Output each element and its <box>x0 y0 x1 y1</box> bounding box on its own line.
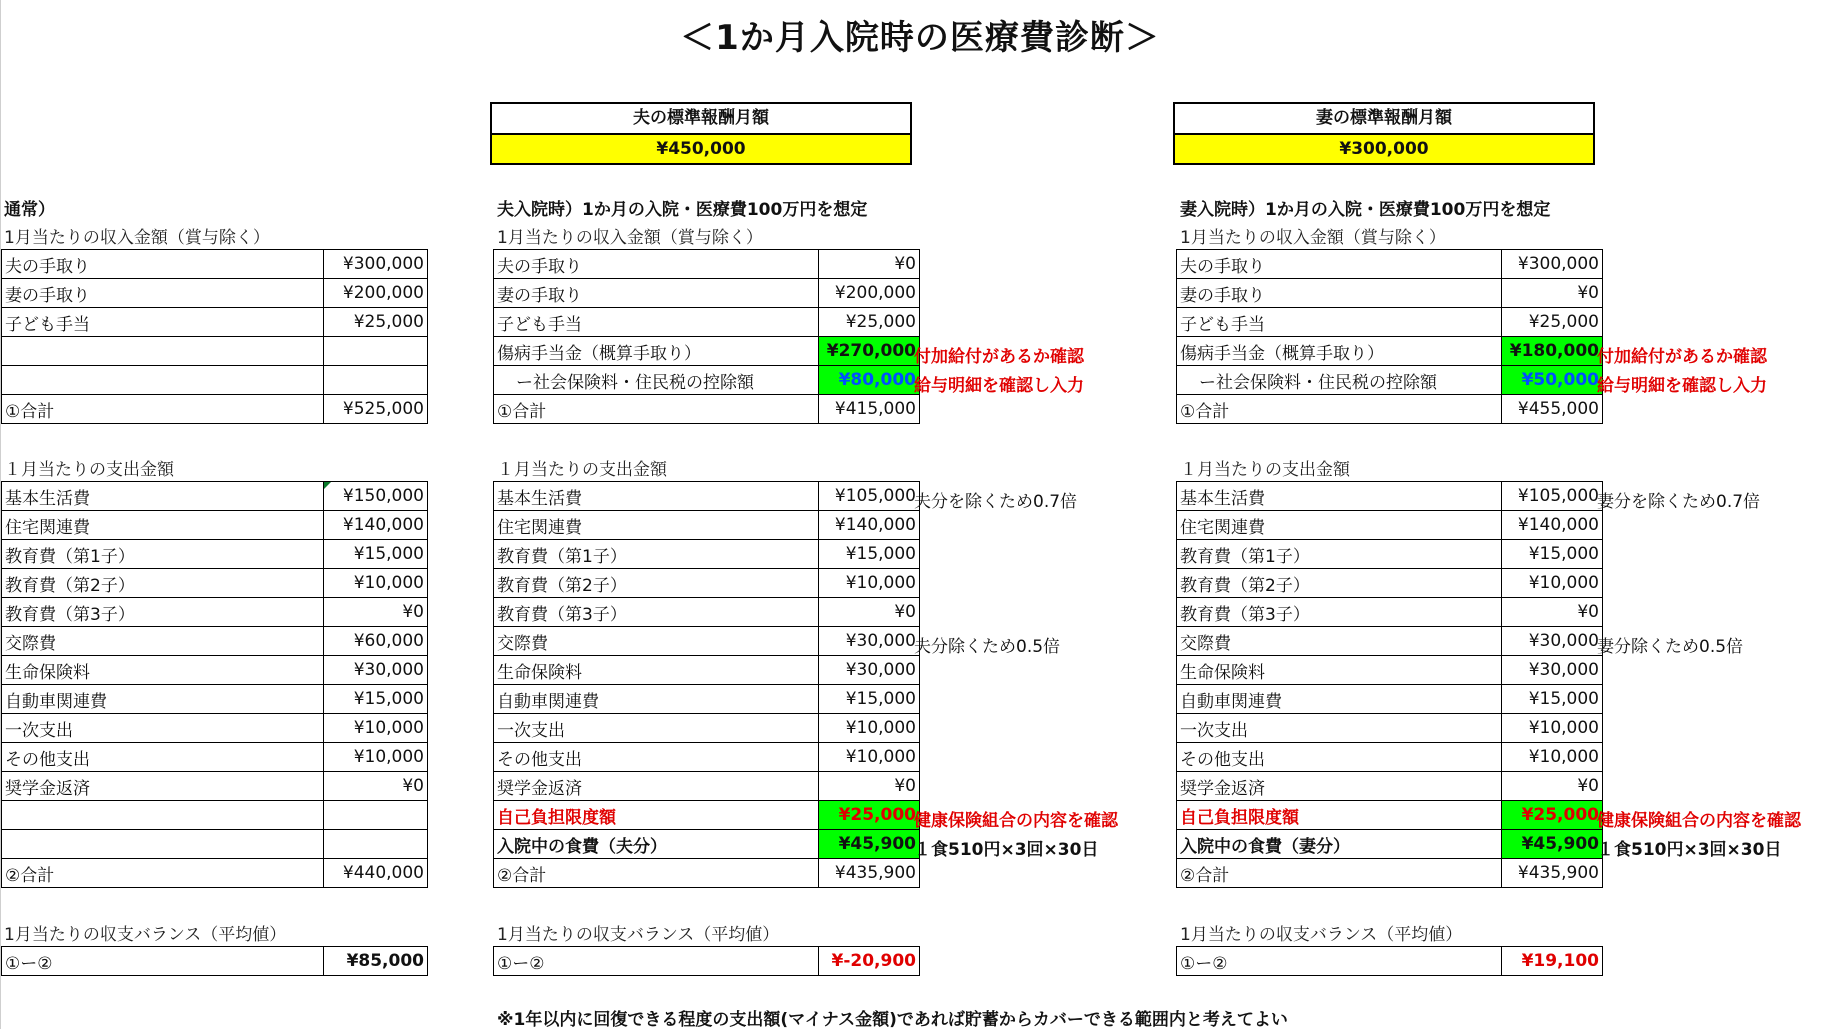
row-label[interactable]: ー社会保険料・住民税の控除額 <box>1177 366 1502 395</box>
row-amount[interactable]: ¥435,900 <box>819 859 920 888</box>
wife-note-basic-living: 妻分を除くため0.7倍 <box>1597 492 1761 512</box>
row-amount[interactable]: ¥30,000 <box>819 627 920 656</box>
row-label[interactable]: 教育費（第3子） <box>2 598 324 627</box>
balance-amount[interactable]: ¥19,100 <box>1502 947 1603 976</box>
row-amount[interactable]: ¥105,000 <box>819 482 920 511</box>
table-row <box>2 337 428 366</box>
row-label[interactable]: 奨学金返済 <box>2 772 324 801</box>
table-row <box>2 656 428 685</box>
table-row <box>494 308 920 337</box>
husband-expense-table <box>493 481 920 888</box>
row-label[interactable]: 子ども手当 <box>1177 308 1502 337</box>
row-amount[interactable]: ¥10,000 <box>324 714 428 743</box>
husband-note-basic-living: 夫分を除くため0.7倍 <box>914 492 1078 512</box>
normal-expense-table <box>1 481 428 888</box>
row-amount[interactable]: ¥15,000 <box>1502 540 1603 569</box>
row-amount[interactable]: ¥0 <box>1502 279 1603 308</box>
balance-amount[interactable]: ¥-20,900 <box>819 947 920 976</box>
wife-note-additional-benefit: 付加給付があるか確認 <box>1597 347 1767 367</box>
row-label[interactable]: 教育費（第1子） <box>494 540 819 569</box>
row-amount[interactable]: ¥10,000 <box>324 569 428 598</box>
balance-label[interactable]: ①ー② <box>494 947 819 976</box>
row-label[interactable]: ①合計 <box>494 395 819 424</box>
row-amount[interactable]: ¥10,000 <box>819 714 920 743</box>
husband-balance-table <box>493 946 920 976</box>
table-row <box>1177 482 1603 511</box>
table-row <box>1177 801 1603 830</box>
wife-salary-box <box>1173 102 1595 165</box>
table-row <box>494 743 920 772</box>
normal-heading: 通常） <box>4 200 55 220</box>
row-label[interactable]: 交際費 <box>494 627 819 656</box>
row-amount[interactable]: ¥30,000 <box>324 656 428 685</box>
row-label[interactable] <box>2 801 324 830</box>
table-row <box>2 714 428 743</box>
balance-amount[interactable]: ¥85,000 <box>324 947 428 976</box>
row-label[interactable]: 一次支出 <box>2 714 324 743</box>
husband-note-additional-benefit: 付加給付があるか確認 <box>914 347 1084 367</box>
table-row <box>1177 250 1603 279</box>
row-label[interactable]: ②合計 <box>1177 859 1502 888</box>
table-row <box>2 685 428 714</box>
husband-income-subheading: 1月当たりの収入金額（賞与除く） <box>497 228 763 248</box>
row-amount[interactable]: ¥455,000 <box>1502 395 1603 424</box>
cell-comment-marker <box>324 482 331 489</box>
table-row <box>1177 830 1603 859</box>
row-label[interactable]: 住宅関連費 <box>1177 511 1502 540</box>
table-row <box>494 947 920 976</box>
wife-income-subheading: 1月当たりの収入金額（賞与除く） <box>1180 228 1446 248</box>
normal-income-table <box>1 249 428 424</box>
row-label[interactable]: 自動車関連費 <box>1177 685 1502 714</box>
row-label[interactable]: その他支出 <box>2 743 324 772</box>
row-label[interactable]: ②合計 <box>494 859 819 888</box>
row-label[interactable]: 傷病手当金（概算手取り） <box>494 337 819 366</box>
row-amount[interactable]: ¥140,000 <box>1502 511 1603 540</box>
row-amount[interactable]: ¥25,000 <box>1502 801 1603 830</box>
row-amount[interactable] <box>324 366 428 395</box>
table-row <box>494 569 920 598</box>
row-amount[interactable]: ¥300,000 <box>324 250 428 279</box>
row-label[interactable]: 自己負担限度額 <box>494 801 819 830</box>
husband-salary-value[interactable]: ¥450,000 <box>492 135 910 163</box>
row-amount[interactable]: ¥10,000 <box>819 569 920 598</box>
normal-balance-table <box>1 946 428 976</box>
row-label[interactable]: 基本生活費 <box>1177 482 1502 511</box>
row-amount[interactable]: ¥300,000 <box>1502 250 1603 279</box>
husband-salary-box <box>490 102 912 165</box>
table-row <box>2 569 428 598</box>
row-label[interactable]: 夫の手取り <box>1177 250 1502 279</box>
row-amount[interactable]: ¥0 <box>1502 598 1603 627</box>
wife-expense-table <box>1176 481 1603 888</box>
row-amount[interactable]: ¥10,000 <box>1502 743 1603 772</box>
row-label[interactable]: 一次支出 <box>1177 714 1502 743</box>
row-label[interactable]: 夫の手取り <box>494 250 819 279</box>
row-amount[interactable]: ¥25,000 <box>1502 308 1603 337</box>
table-row <box>494 656 920 685</box>
table-row <box>494 830 920 859</box>
table-row <box>2 279 428 308</box>
table-row <box>1177 366 1603 395</box>
row-label[interactable]: 妻の手取り <box>1177 279 1502 308</box>
table-row <box>1177 308 1603 337</box>
table-row <box>494 772 920 801</box>
row-amount[interactable]: ¥45,900 <box>819 830 920 859</box>
row-label[interactable]: ①合計 <box>2 395 324 424</box>
table-row <box>1177 337 1603 366</box>
husband-balance-subheading: 1月当たりの収支バランス（平均値） <box>497 925 780 945</box>
table-row <box>494 627 920 656</box>
normal-income-subheading: 1月当たりの収入金額（賞与除く） <box>4 228 270 248</box>
table-row <box>494 279 920 308</box>
table-row <box>2 540 428 569</box>
row-amount[interactable]: ¥15,000 <box>819 540 920 569</box>
table-row <box>1177 656 1603 685</box>
table-row <box>494 859 920 888</box>
row-amount[interactable]: ¥10,000 <box>1502 714 1603 743</box>
row-amount[interactable]: ¥270,000 <box>819 337 920 366</box>
row-label[interactable]: 生命保険料 <box>2 656 324 685</box>
table-row <box>494 395 920 424</box>
table-row <box>2 250 428 279</box>
husband-expense-subheading: １月当たりの支出金額 <box>497 460 667 480</box>
row-label[interactable]: 妻の手取り <box>2 279 324 308</box>
wife-balance-table <box>1176 946 1603 976</box>
row-label[interactable]: 妻の手取り <box>494 279 819 308</box>
table-row <box>1177 395 1603 424</box>
row-label[interactable]: 生命保険料 <box>1177 656 1502 685</box>
row-amount[interactable]: ¥0 <box>324 772 428 801</box>
row-amount[interactable]: ¥15,000 <box>1502 685 1603 714</box>
row-amount[interactable]: ¥0 <box>819 772 920 801</box>
normal-balance-subheading: 1月当たりの収支バランス（平均値） <box>4 925 287 945</box>
table-row <box>1177 772 1603 801</box>
table-row <box>2 366 428 395</box>
row-amount[interactable]: ¥15,000 <box>324 685 428 714</box>
row-amount-value: ¥150,000 <box>342 486 424 506</box>
table-row <box>2 947 428 976</box>
row-amount[interactable] <box>324 830 428 859</box>
wife-salary-value[interactable]: ¥300,000 <box>1175 135 1593 163</box>
table-row <box>1177 685 1603 714</box>
row-label[interactable]: 住宅関連費 <box>2 511 324 540</box>
wife-income-table <box>1176 249 1603 424</box>
row-label[interactable]: 教育費（第3子） <box>1177 598 1502 627</box>
row-label[interactable]: 教育費（第3子） <box>494 598 819 627</box>
row-label[interactable]: 基本生活費 <box>494 482 819 511</box>
row-amount[interactable]: ¥45,900 <box>1502 830 1603 859</box>
row-amount[interactable]: ¥25,000 <box>819 308 920 337</box>
row-amount[interactable]: ¥180,000 <box>1502 337 1603 366</box>
row-amount[interactable]: ¥0 <box>324 598 428 627</box>
table-row <box>1177 598 1603 627</box>
row-label[interactable] <box>2 337 324 366</box>
table-row <box>2 598 428 627</box>
wife-note-check-payslip: 給与明細を確認し入力 <box>1597 376 1767 396</box>
row-amount[interactable]: ¥140,000 <box>324 511 428 540</box>
table-row <box>1177 569 1603 598</box>
husband-heading: 夫入院時）1か月の入院・医療費100万円を想定 <box>497 200 868 220</box>
table-row <box>2 308 428 337</box>
row-label[interactable]: 自動車関連費 <box>494 685 819 714</box>
table-row <box>494 511 920 540</box>
wife-heading: 妻入院時）1か月の入院・医療費100万円を想定 <box>1180 200 1551 220</box>
row-amount[interactable]: ¥10,000 <box>819 743 920 772</box>
table-row <box>494 801 920 830</box>
husband-salary-label: 夫の標準報酬月額 <box>492 104 910 135</box>
row-amount[interactable]: ¥0 <box>1502 772 1603 801</box>
row-amount[interactable]: ¥435,900 <box>1502 859 1603 888</box>
row-amount[interactable]: ¥80,000 <box>819 366 920 395</box>
table-row <box>2 801 428 830</box>
row-amount[interactable]: ¥30,000 <box>1502 627 1603 656</box>
row-amount[interactable] <box>324 337 428 366</box>
row-label[interactable]: 教育費（第2子） <box>1177 569 1502 598</box>
row-label[interactable]: 生命保険料 <box>494 656 819 685</box>
husband-note-meal-calc: １食510円×3回×30日 <box>914 840 1099 860</box>
table-row <box>494 540 920 569</box>
row-label[interactable]: 教育費（第1子） <box>2 540 324 569</box>
balance-label[interactable]: ①ー② <box>2 947 324 976</box>
row-amount[interactable]: ¥140,000 <box>819 511 920 540</box>
row-label[interactable]: 入院中の食費（妻分） <box>1177 830 1502 859</box>
row-amount[interactable]: ¥10,000 <box>1502 569 1603 598</box>
table-row <box>1177 627 1603 656</box>
wife-note-social: 妻分除くため0.5倍 <box>1597 637 1744 657</box>
row-label[interactable]: 交際費 <box>2 627 324 656</box>
table-row <box>2 772 428 801</box>
table-row <box>2 482 428 511</box>
wife-note-insurance-check: 健康保険組合の内容を確認 <box>1597 811 1801 831</box>
table-row <box>1177 859 1603 888</box>
row-amount[interactable]: ¥60,000 <box>324 627 428 656</box>
table-row <box>494 250 920 279</box>
husband-note-social: 夫分除くため0.5倍 <box>914 637 1061 657</box>
row-label[interactable]: 夫の手取り <box>2 250 324 279</box>
row-amount[interactable]: ¥415,000 <box>819 395 920 424</box>
row-amount[interactable]: ¥200,000 <box>819 279 920 308</box>
table-row <box>2 511 428 540</box>
row-label[interactable]: その他支出 <box>494 743 819 772</box>
row-label[interactable]: ②合計 <box>2 859 324 888</box>
balance-label[interactable]: ①ー② <box>1177 947 1502 976</box>
row-label[interactable]: 奨学金返済 <box>1177 772 1502 801</box>
table-row <box>2 627 428 656</box>
row-label[interactable]: 一次支出 <box>494 714 819 743</box>
row-amount[interactable]: ¥25,000 <box>324 308 428 337</box>
row-label[interactable] <box>2 366 324 395</box>
page-title: ＜1か月入院時の医療費診断＞ <box>680 18 1160 58</box>
row-amount[interactable]: ¥15,000 <box>819 685 920 714</box>
row-label[interactable]: 子ども手当 <box>2 308 324 337</box>
row-label[interactable]: 住宅関連費 <box>494 511 819 540</box>
table-row <box>2 395 428 424</box>
row-label[interactable]: 交際費 <box>1177 627 1502 656</box>
row-label[interactable] <box>2 830 324 859</box>
row-label[interactable]: 入院中の食費（夫分） <box>494 830 819 859</box>
table-row <box>1177 714 1603 743</box>
row-amount[interactable]: ¥0 <box>819 598 920 627</box>
row-label[interactable]: ー社会保険料・住民税の控除額 <box>494 366 819 395</box>
row-amount[interactable] <box>324 482 428 511</box>
row-amount[interactable]: ¥440,000 <box>324 859 428 888</box>
footnote: ※1年以内に回復できる程度の支出額(マイナス金額)であれば貯蓄からカバーできる範囲内と考えてよい <box>497 1010 1288 1030</box>
row-amount[interactable] <box>324 801 428 830</box>
table-row <box>494 482 920 511</box>
row-label[interactable]: その他支出 <box>1177 743 1502 772</box>
row-amount[interactable]: ¥200,000 <box>324 279 428 308</box>
table-row <box>1177 511 1603 540</box>
row-label[interactable]: 自動車関連費 <box>2 685 324 714</box>
wife-salary-label: 妻の標準報酬月額 <box>1175 104 1593 135</box>
normal-expense-subheading: １月当たりの支出金額 <box>4 460 174 480</box>
row-amount[interactable]: ¥0 <box>819 250 920 279</box>
husband-note-check-payslip: 給与明細を確認し入力 <box>914 376 1084 396</box>
row-label[interactable]: 傷病手当金（概算手取り） <box>1177 337 1502 366</box>
table-row <box>494 598 920 627</box>
row-label[interactable]: 奨学金返済 <box>494 772 819 801</box>
table-row <box>494 685 920 714</box>
table-row <box>2 830 428 859</box>
wife-note-meal-calc: １食510円×3回×30日 <box>1597 840 1782 860</box>
wife-expense-subheading: １月当たりの支出金額 <box>1180 460 1350 480</box>
row-label[interactable]: ①合計 <box>1177 395 1502 424</box>
row-amount[interactable]: ¥30,000 <box>1502 656 1603 685</box>
table-row <box>2 743 428 772</box>
table-row <box>1177 540 1603 569</box>
row-amount[interactable]: ¥105,000 <box>1502 482 1603 511</box>
husband-note-insurance-check: 健康保険組合の内容を確認 <box>914 811 1118 831</box>
table-row <box>2 859 428 888</box>
table-row <box>1177 743 1603 772</box>
table-row <box>1177 947 1603 976</box>
husband-income-table <box>493 249 920 424</box>
row-label[interactable]: 基本生活費 <box>2 482 324 511</box>
row-label[interactable]: 自己負担限度額 <box>1177 801 1502 830</box>
table-row <box>494 714 920 743</box>
row-amount[interactable]: ¥50,000 <box>1502 366 1603 395</box>
row-label[interactable]: 教育費（第2子） <box>2 569 324 598</box>
row-amount[interactable]: ¥25,000 <box>819 801 920 830</box>
row-amount[interactable]: ¥525,000 <box>324 395 428 424</box>
wife-balance-subheading: 1月当たりの収支バランス（平均値） <box>1180 925 1463 945</box>
row-amount[interactable]: ¥30,000 <box>819 656 920 685</box>
row-amount[interactable]: ¥15,000 <box>324 540 428 569</box>
table-row <box>1177 279 1603 308</box>
row-amount[interactable]: ¥10,000 <box>324 743 428 772</box>
row-label[interactable]: 教育費（第1子） <box>1177 540 1502 569</box>
table-row <box>494 337 920 366</box>
row-label[interactable]: 子ども手当 <box>494 308 819 337</box>
table-row <box>494 366 920 395</box>
row-label[interactable]: 教育費（第2子） <box>494 569 819 598</box>
